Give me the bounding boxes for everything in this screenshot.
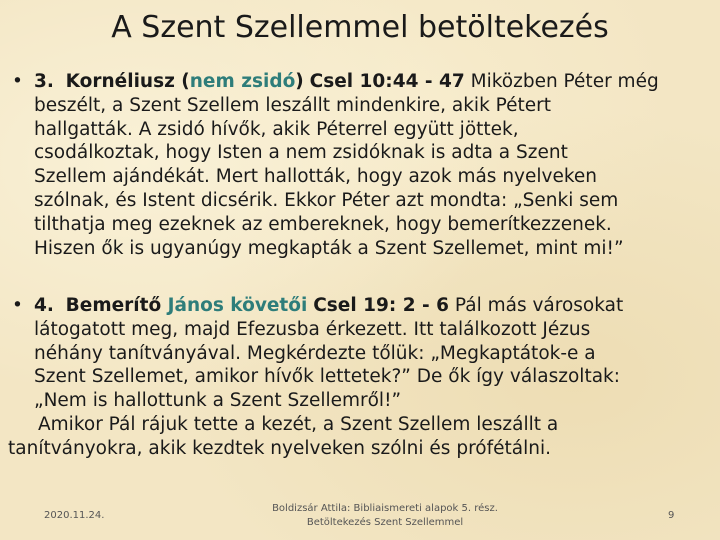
slide-title: A Szent Szellemmel betöltekezés bbox=[111, 10, 609, 45]
bullet-line: tilthatja meg ezeknek az embereknek, hogy bemerítkezzenek. bbox=[34, 213, 612, 235]
bullet-number: 4. bbox=[34, 295, 54, 316]
bullet-item bbox=[12, 70, 712, 260]
bullet-first-line bbox=[34, 70, 712, 94]
footer-source-line: Boldizsár Attila: Bibliaismereti alapok 5. rész. bbox=[272, 503, 498, 514]
bullet-line: beszélt, a Szent Szellem leszállt mindenkire, akik Pétert bbox=[34, 94, 552, 116]
bullet-line: tanítványokra, akik kezdtek nyelveken szólni és prófétálni. bbox=[8, 437, 551, 459]
bullet-line: „Nem is hallottunk a Szent Szellemről!” bbox=[34, 390, 402, 412]
bullet-text bbox=[34, 70, 712, 260]
bullet-line: csodálkoztak, hogy Isten a nem zsidóknak is adta a Szent bbox=[34, 142, 568, 164]
bullet-line: Pál más városokat bbox=[454, 295, 624, 316]
bullet-first-line bbox=[34, 294, 712, 318]
footer-date: 2020.11.24. bbox=[44, 510, 105, 521]
footer-source bbox=[260, 502, 510, 530]
bullet-line: látogatott meg, majd Efezusba érkezett. Itt találkozott Jézus bbox=[34, 318, 591, 340]
bible-reference: Csel 10:44 - 47 bbox=[309, 71, 465, 92]
bullet-line: Szent Szellemet, amikor hívők lettetek?” De ők így válaszoltak: bbox=[34, 366, 620, 388]
page-number: 9 bbox=[668, 510, 675, 521]
bullet-heading: Kornéliusz ( bbox=[65, 71, 190, 92]
bullet-line: néhány tanítványával. Megkérdezte tőlük: „Megkaptátok-e a bbox=[34, 342, 596, 364]
bullet-line: Szellem ajándékát. Mert hallották, hogy azok más nyelveken bbox=[34, 166, 598, 188]
bible-reference: Csel 19: 2 - 6 bbox=[313, 295, 450, 316]
bullet-line: szólnak, és Istent dicsérik. Ekkor Péter azt mondta: „Senki sem bbox=[34, 189, 619, 211]
bullet-line: Hiszen ők is ugyanúgy megkapták a Szent Szellemet, mint mi!” bbox=[34, 237, 624, 259]
bullet-heading-highlight: nem zsidó bbox=[189, 71, 296, 92]
bullet-line: hallgatták. A zsidó hívők, akik Péterrel együtt jöttek, bbox=[34, 118, 519, 140]
bullet-item bbox=[8, 294, 712, 461]
footer-source-line: Betöltekezés Szent Szellemmel bbox=[306, 517, 464, 528]
bullet-marker: • bbox=[12, 295, 23, 316]
bullet-heading: Bemerítő bbox=[65, 295, 168, 316]
bullet-line: Amikor Pál rájuk tette a kezét, a Szent Szellem leszállt a bbox=[38, 413, 559, 435]
bullet-marker: • bbox=[12, 71, 23, 92]
bullet-heading-end: ) bbox=[295, 71, 304, 92]
bullet-heading-highlight: János követői bbox=[167, 295, 308, 316]
bullet-number: 3. bbox=[34, 71, 54, 92]
bullet-text bbox=[8, 294, 712, 461]
bullet-line: Miközben Péter még bbox=[470, 71, 659, 92]
